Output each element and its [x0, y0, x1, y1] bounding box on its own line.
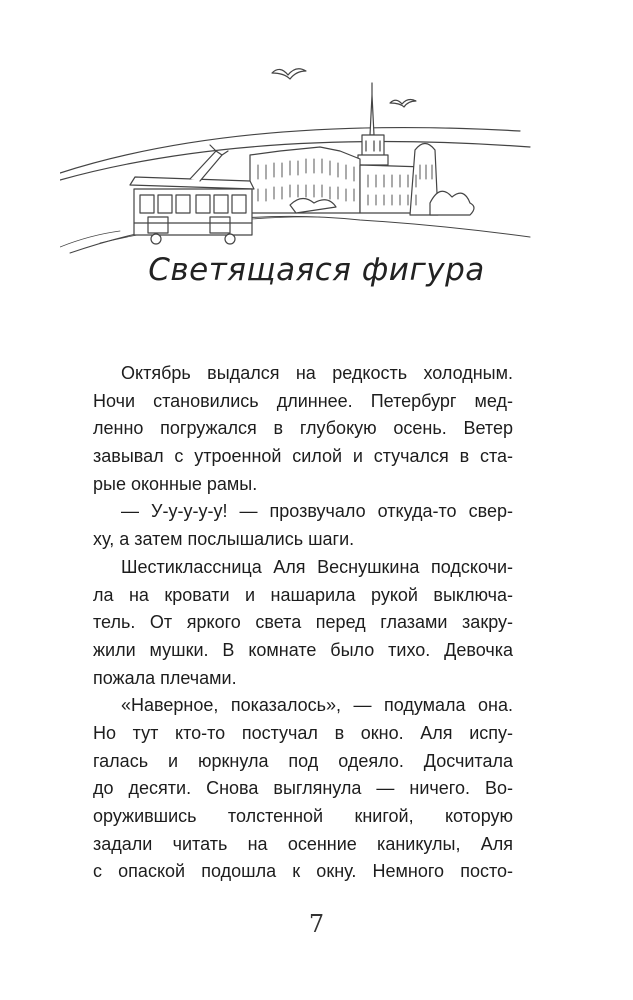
text-line: ла на кровати и нашарила рукой выключа- — [93, 584, 513, 605]
text-line: оружившись толстенной книгой, которую — [93, 806, 513, 826]
text-line: галась и юркнула под одеяло. Досчитала — [93, 750, 513, 771]
text-line: завывал с утроенной силой и стучался в ста- — [93, 446, 513, 467]
text-line: задали читать на осенние каникулы, Аля — [93, 833, 513, 854]
seagull-icon — [272, 69, 306, 79]
text-line: Шестиклассница Аля Веснушкина подскочи- — [121, 556, 513, 577]
text-line: «Наверное, показалось», — подумала она. — [121, 695, 513, 716]
text-line: рые оконные рамы. — [93, 473, 258, 494]
text-line: пожала плечами. — [93, 667, 237, 688]
body-text — [93, 360, 513, 886]
text-line: ху, а затем послышались шаги. — [93, 529, 355, 550]
text-line: Октябрь выдался на редкость холодным. — [121, 363, 513, 383]
text-line: до десяти. Снова выглянула — ничего. Во- — [93, 778, 513, 799]
chapter-title: Светящаяся фигура — [148, 252, 485, 288]
text-line: Ночи становились длиннее. Петербург мед- — [93, 390, 513, 411]
text-line: с опаской подошла к окну. Немного посто- — [93, 861, 513, 882]
text-line: тель. От яркого света перед глазами закру- — [93, 612, 513, 633]
tram-city-illustration — [60, 55, 540, 255]
text-line: — У-у-у-у-у! — прозвучало откуда-то свер- — [121, 501, 513, 522]
seagull-icon — [390, 100, 416, 107]
text-line: Но тут кто-то постучал в окно. Аля испу- — [93, 722, 513, 743]
page-number: 7 — [308, 910, 325, 938]
text-line: жили мушки. В комнате было тихо. Девочка — [93, 639, 513, 660]
text-line: ленно погружался в глубокую осень. Ветер — [93, 418, 513, 439]
